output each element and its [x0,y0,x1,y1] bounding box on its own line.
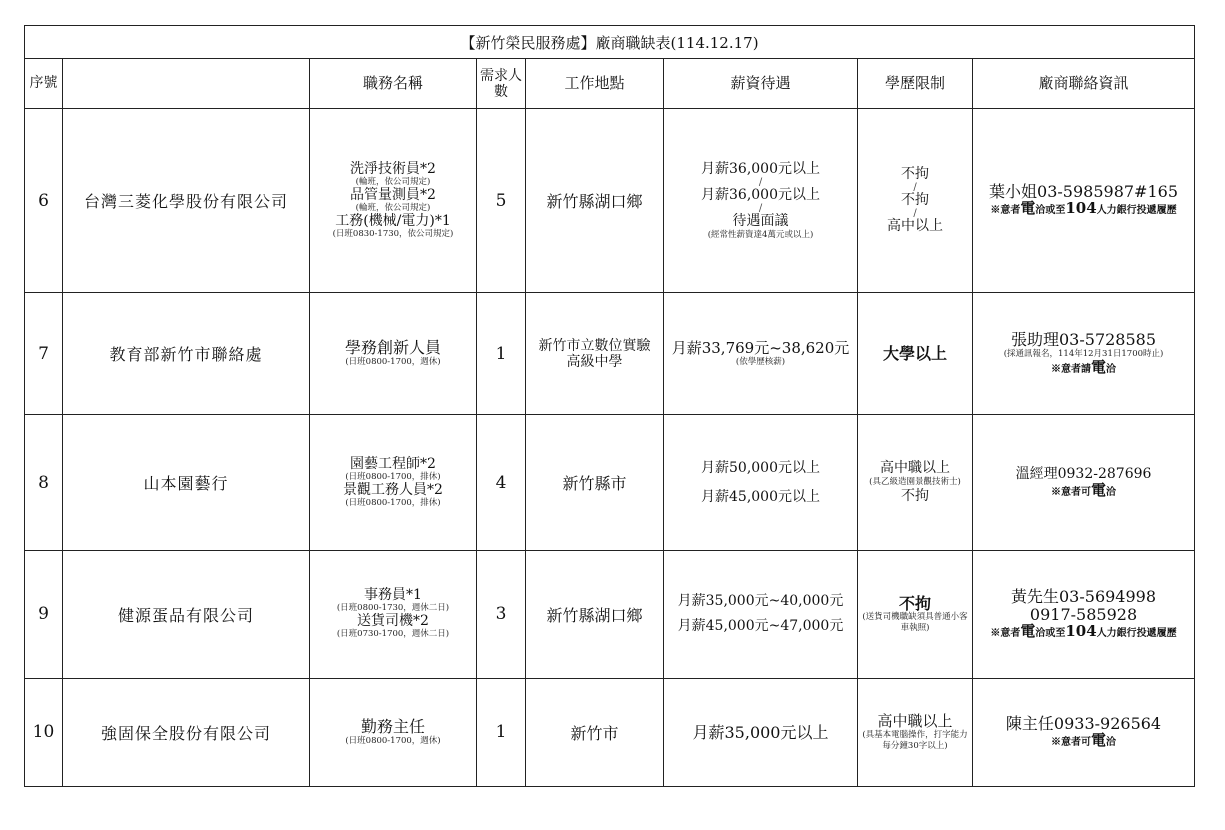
header-education: 學歷限制 [858,59,973,109]
education-line: 不拘 [901,166,929,183]
job-cell [310,550,477,678]
salary-line: 月薪36,000元以上 [701,186,820,203]
company-name: 強固保全股份有限公司 [63,678,310,786]
salary-cell [664,678,858,786]
table-row [25,293,1195,415]
education-line: 不拘 [901,192,929,209]
job-title: 學務創新人員 [344,338,441,358]
education-line: 不拘 [898,593,931,613]
row-seq: 8 [25,415,63,550]
education-line: 高中以上 [887,218,943,235]
headcount: 3 [477,550,526,678]
separator-slash: / [758,202,763,214]
contact-person: 黃先生03-5694998 [1011,586,1157,606]
education-cell [858,293,973,415]
job-cell [310,678,477,786]
row-seq: 7 [25,293,63,415]
table-row [25,415,1195,550]
contact-note: ※意者可電洽 [1051,481,1117,500]
education-cell [858,678,973,786]
education-cell [858,550,973,678]
job-note: (日班0800-1700，排休) [345,471,441,482]
education-line: 大學以上 [882,344,947,364]
header-seq: 序號 [25,59,63,109]
contact-mobile: 0917-585928 [1029,604,1138,624]
salary-line: 月薪35,000元~40,000元 [677,593,844,610]
separator-slash: / [758,176,763,188]
table-row [25,678,1195,786]
header-location: 工作地點 [526,59,664,109]
row-seq: 9 [25,550,63,678]
education-cell [858,415,973,550]
table-row [25,109,1195,293]
work-location: 新竹縣市 [526,415,664,550]
salary-cell [664,415,858,550]
job-vacancy-table [24,25,1195,787]
salary-note: (依學歷核薪) [735,356,786,367]
job-note: (輪班，依公司規定) [355,176,431,187]
contact-person: 陳主任0933-926564 [1005,713,1162,733]
table-row [25,550,1195,678]
contact-cell [973,415,1195,550]
job-cell [310,415,477,550]
company-name: 健源蛋品有限公司 [63,550,310,678]
contact-note: ※意者電洽或至104人力銀行投遞履歷 [990,199,1177,218]
headcount: 4 [477,415,526,550]
header-row [25,59,1195,109]
job-title: 工務(機械/電力)*1 [335,212,451,229]
header-job: 職務名稱 [310,59,477,109]
education-note: (具乙級造園景觀技術士) [869,477,961,488]
education-note: (送貨司機職缺須具普通小客車執照) [862,611,968,633]
education-line: 高中職以上 [877,711,953,730]
separator-slash: / [913,208,917,220]
contact-person: 葉小姐03-5985987#165 [989,182,1179,202]
job-note: (輪班，依公司規定) [355,202,431,213]
job-title: 送貨司機*2 [357,613,429,630]
row-seq: 6 [25,109,63,293]
work-location: 新竹市 [526,678,664,786]
contact-cell [973,109,1195,293]
row-seq: 10 [25,678,63,786]
salary-line: 待遇面議 [732,212,789,229]
company-name: 台灣三菱化學股份有限公司 [63,109,310,293]
salary-line: 月薪36,000元以上 [701,160,820,177]
job-note: (日班0800-1700，排休) [345,497,441,508]
header-count: 需求人數 [477,59,526,109]
contact-cell [973,550,1195,678]
job-note: (日班0730-1700，週休二日) [336,629,450,640]
job-title: 事務員*1 [364,587,422,604]
header-contact: 廠商聯絡資訊 [973,59,1195,109]
headcount: 1 [477,293,526,415]
job-title: 園藝工程師*2 [350,455,436,472]
job-title: 品管量測員*2 [350,186,436,203]
job-note: (日班0800-1730，週休二日) [336,603,450,614]
contact-note: ※意者請電洽 [1051,357,1117,376]
company-name: 山本園藝行 [63,415,310,550]
contact-person: 溫經理0932-287696 [1015,466,1152,483]
job-title: 景觀工務人員*2 [343,481,443,498]
header-company [63,59,310,109]
salary-line: 月薪45,000元以上 [701,488,820,505]
job-cell [310,293,477,415]
work-location: 新竹市立數位實驗 高級中學 [526,293,664,415]
work-location: 新竹縣湖口鄉 [526,109,664,293]
headcount: 1 [477,678,526,786]
education-line: 高中職以上 [880,460,950,477]
work-location: 新竹縣湖口鄉 [526,550,664,678]
salary-note: (經常性薪資達4萬元或以上) [707,229,814,240]
salary-line: 月薪45,000元~47,000元 [677,618,844,635]
job-note: (日班0800-1700，週休) [345,735,441,746]
salary-cell [664,550,858,678]
contact-note: ※意者電洽或至104人力銀行投遞履歷 [990,621,1177,640]
header-salary: 薪資待遇 [664,59,858,109]
salary-cell [664,109,858,293]
contact-note-registration: (採通訊報名，114年12月31日1700時止) [1003,348,1164,359]
separator-slash: / [913,182,917,194]
salary-line: 月薪33,769元~38,620元 [671,338,850,357]
salary-line: 月薪35,000元以上 [692,722,829,742]
job-note: (日班0800-1700，週休) [345,357,441,368]
contact-person: 張助理03-5728585 [1011,329,1157,349]
contact-note: ※意者可電洽 [1051,730,1117,749]
salary-cell [664,293,858,415]
headcount: 5 [477,109,526,293]
job-title: 洗淨技術員*2 [350,160,436,177]
job-note: (日班0830-1730，依公司規定) [332,228,454,239]
education-line: 不拘 [901,488,929,505]
job-title: 勤務主任 [360,716,425,736]
job-cell [310,109,477,293]
table-title: 【新竹榮民服務處】廠商職缺表(114.12.17) [25,26,1195,59]
contact-cell [973,678,1195,786]
salary-line: 月薪50,000元以上 [701,459,820,476]
company-name: 教育部新竹市聯絡處 [63,293,310,415]
education-cell [858,109,973,293]
contact-cell [973,293,1195,415]
education-note: (具基本電腦操作，打字能力每分鐘30字以上) [862,729,968,751]
